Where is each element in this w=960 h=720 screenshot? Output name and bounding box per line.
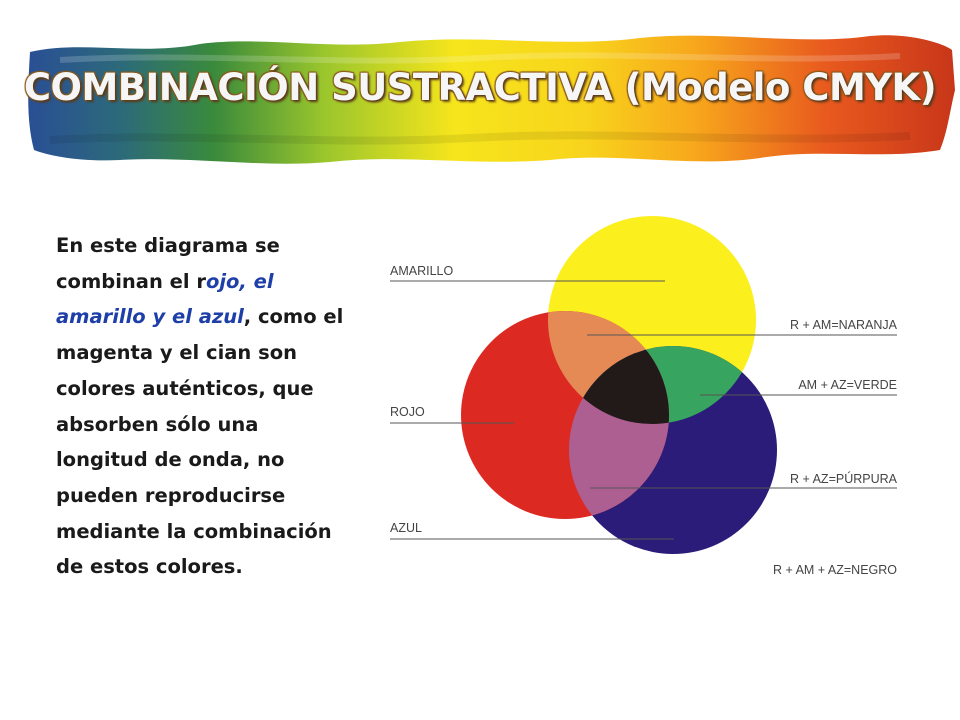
label-verde: AM + AZ=VERDE xyxy=(798,378,897,392)
page-title: COMBINACIÓN SUSTRACTIVA (Modelo CMYK) xyxy=(23,66,937,109)
description-highlight: ojo, el amarillo y el azul xyxy=(56,269,274,329)
description-text xyxy=(56,228,356,585)
label-purpura: R + AZ=PÚRPURA xyxy=(790,472,897,486)
label-azul: AZUL xyxy=(390,521,422,535)
cmyk-venn-diagram xyxy=(382,210,912,590)
description-part1: En este diagrama se combinan el r xyxy=(56,234,280,293)
label-rojo: ROJO xyxy=(390,405,425,419)
label-naranja: R + AM=NARANJA xyxy=(790,318,897,332)
description-part3: , como el magenta y el cian son colores auténticos, que absorben sólo una longitud de onda, no pueden reproducirse mediante la combinación de estos colores. xyxy=(56,305,344,579)
label-negro: R + AM + AZ=NEGRO xyxy=(773,563,897,577)
label-amarillo: AMARILLO xyxy=(390,264,454,278)
